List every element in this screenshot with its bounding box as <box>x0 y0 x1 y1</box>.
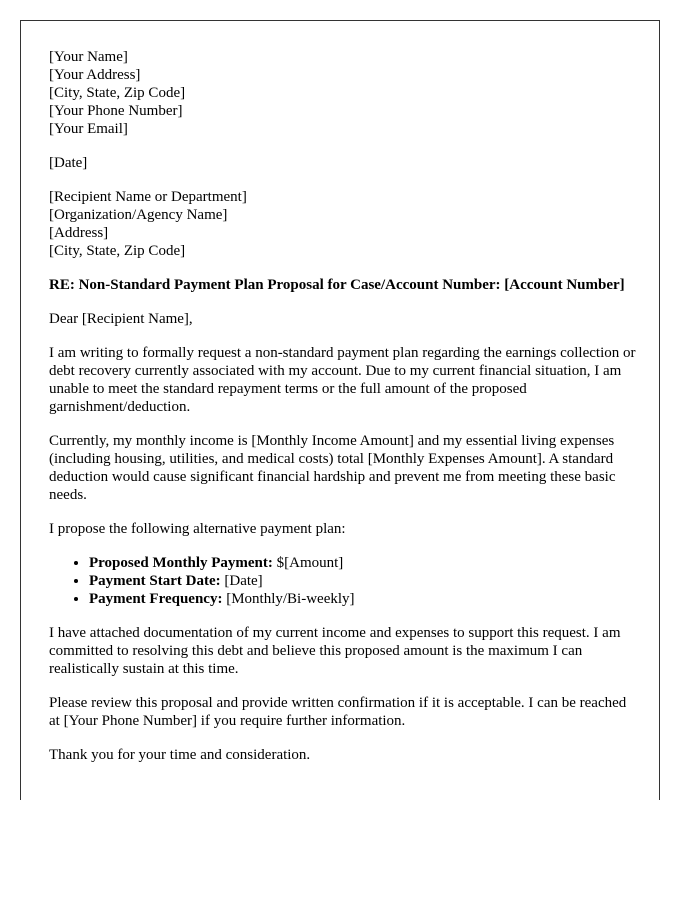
plan-item-value: $[Amount] <box>272 555 344 571</box>
plan-item-value: [Monthly/Bi-weekly] <box>222 591 355 607</box>
sender-city-state-zip: [City, State, Zip Code] <box>49 85 186 101</box>
sender-email: [Your Email] <box>49 121 128 137</box>
salutation: Dear [Recipient Name], <box>49 311 193 327</box>
plan-item-value: [Date] <box>220 573 263 589</box>
date-block <box>49 154 639 172</box>
subject-line: RE: Non-Standard Payment Plan Proposal for Case/Account Number: [Account Number] <box>49 277 625 293</box>
list-item <box>89 554 639 572</box>
finances-paragraph: Currently, my monthly income is [Monthly Income Amount] and my essential living expenses (including housing, utilities, and medical costs) total [Monthly Expenses Amount]. A standard deduction would cause significant financial hardship and prevent me from meeting these basic needs. <box>49 433 616 503</box>
plan-item-label: Payment Frequency: <box>89 591 223 607</box>
closing-paragraph: Thank you for your time and consideration. <box>49 747 311 763</box>
review-paragraph: Please review this proposal and provide written confirmation if it is acceptable. I can be reached at [Your Phone Number] if you require further information. <box>49 695 627 729</box>
recipient-city-state-zip: [City, State, Zip Code] <box>49 243 186 259</box>
sender-block <box>49 48 639 138</box>
sender-address: [Your Address] <box>49 67 141 83</box>
payment-plan-list <box>49 554 639 608</box>
list-item <box>89 572 639 590</box>
recipient-organization: [Organization/Agency Name] <box>49 207 228 223</box>
recipient-name: [Recipient Name or Department] <box>49 189 247 205</box>
intro-paragraph: I am writing to formally request a non-standard payment plan regarding the earnings collection or debt recovery currently associated with my account. Due to my current financial situation, I am unable to meet the standard repayment terms or the full amount of the proposed garnishment/deduction. <box>49 345 636 415</box>
letter-body <box>49 48 639 780</box>
letter-date: [Date] <box>49 155 88 171</box>
sender-name: [Your Name] <box>49 49 128 65</box>
plan-item-label: Proposed Monthly Payment: <box>89 555 273 571</box>
documentation-paragraph: I have attached documentation of my current income and expenses to support this request. I am committed to resolving this debt and believe this proposed amount is the maximum I can realistically sustain at this time. <box>49 625 621 677</box>
recipient-address: [Address] <box>49 225 109 241</box>
proposal-lead-paragraph: I propose the following alternative payment plan: <box>49 521 346 537</box>
sender-phone: [Your Phone Number] <box>49 103 183 119</box>
list-item <box>89 590 639 608</box>
plan-item-label: Payment Start Date: <box>89 573 221 589</box>
recipient-block <box>49 188 639 260</box>
